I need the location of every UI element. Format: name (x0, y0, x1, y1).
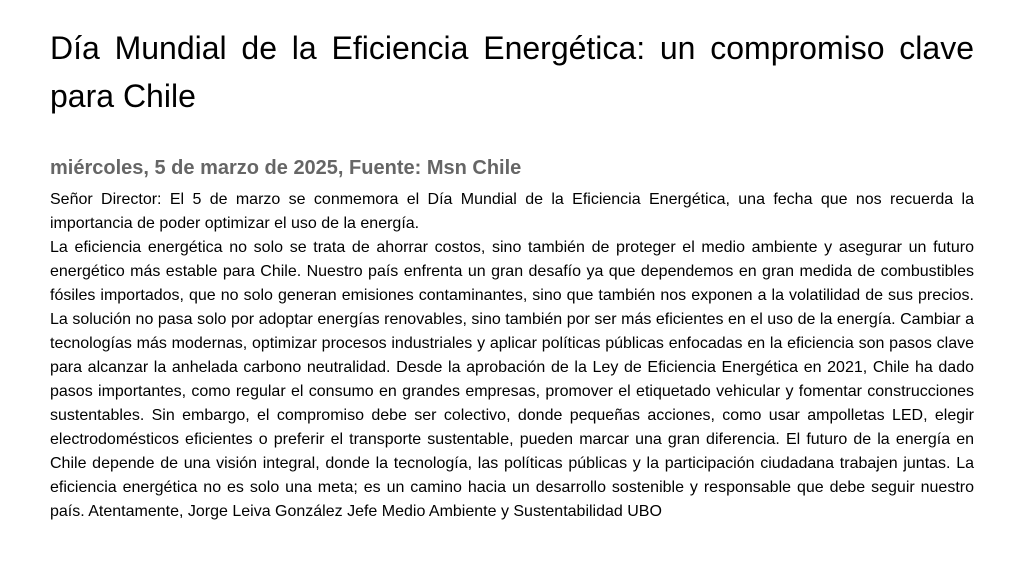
article (50, 24, 974, 524)
article-paragraph: Señor Director: El 5 de marzo se conmemora el Día Mundial de la Eficiencia Energética, una fecha que nos recuerda la importancia de poder optimizar el uso de la energía. (50, 191, 974, 232)
article-paragraph: La eficiencia energética no solo se trata de ahorrar costos, sino también de proteger el medio ambiente y asegurar un futuro energético más estable para Chile. Nuestro país enfrenta un gran desafío ya que dependemos en gran medida de combustibles fósiles importados, que no solo generan emisiones contaminantes, sino que también nos exponen a la volatilidad de sus precios. La solución no pasa solo por adoptar energías renovables, sino también por ser más eficientes en el uso de la energía. Cambiar a tecnologías más modernas, optimizar procesos industriales y aplicar políticas públicas enfocadas en la eficiencia son pasos clave para alcanzar la anhelada carbono neutralidad. Desde la aprobación de la Ley de Eficiencia Energética en 2021, Chile ha dado pasos importantes, como regular el consumo en grandes empresas, promover el etiquetado vehicular y fomentar construcciones sustentables. Sin embargo, el compromiso debe ser colectivo, donde pequeñas acciones, como usar ampolletas LED, elegir electrodomésticos eficientes o preferir el transporte sustentable, pueden marcar una gran diferencia. El futuro de la energía en Chile depende de una visión integral, donde la tecnología, las políticas públicas y la participación ciudadana trabajen juntas. La eficiencia energética no es solo una meta; es un camino hacia un desarrollo sostenible y responsable que debe seguir nuestro país. Atentamente, Jorge Leiva González Jefe Medio Ambiente y Sustentabilidad UBO (50, 239, 974, 520)
article-date-source: miércoles, 5 de marzo de 2025, Fuente: Msn Chile (50, 157, 522, 179)
article-title: Día Mundial de la Eficiencia Energética: un compromiso clave para Chile (50, 30, 974, 114)
